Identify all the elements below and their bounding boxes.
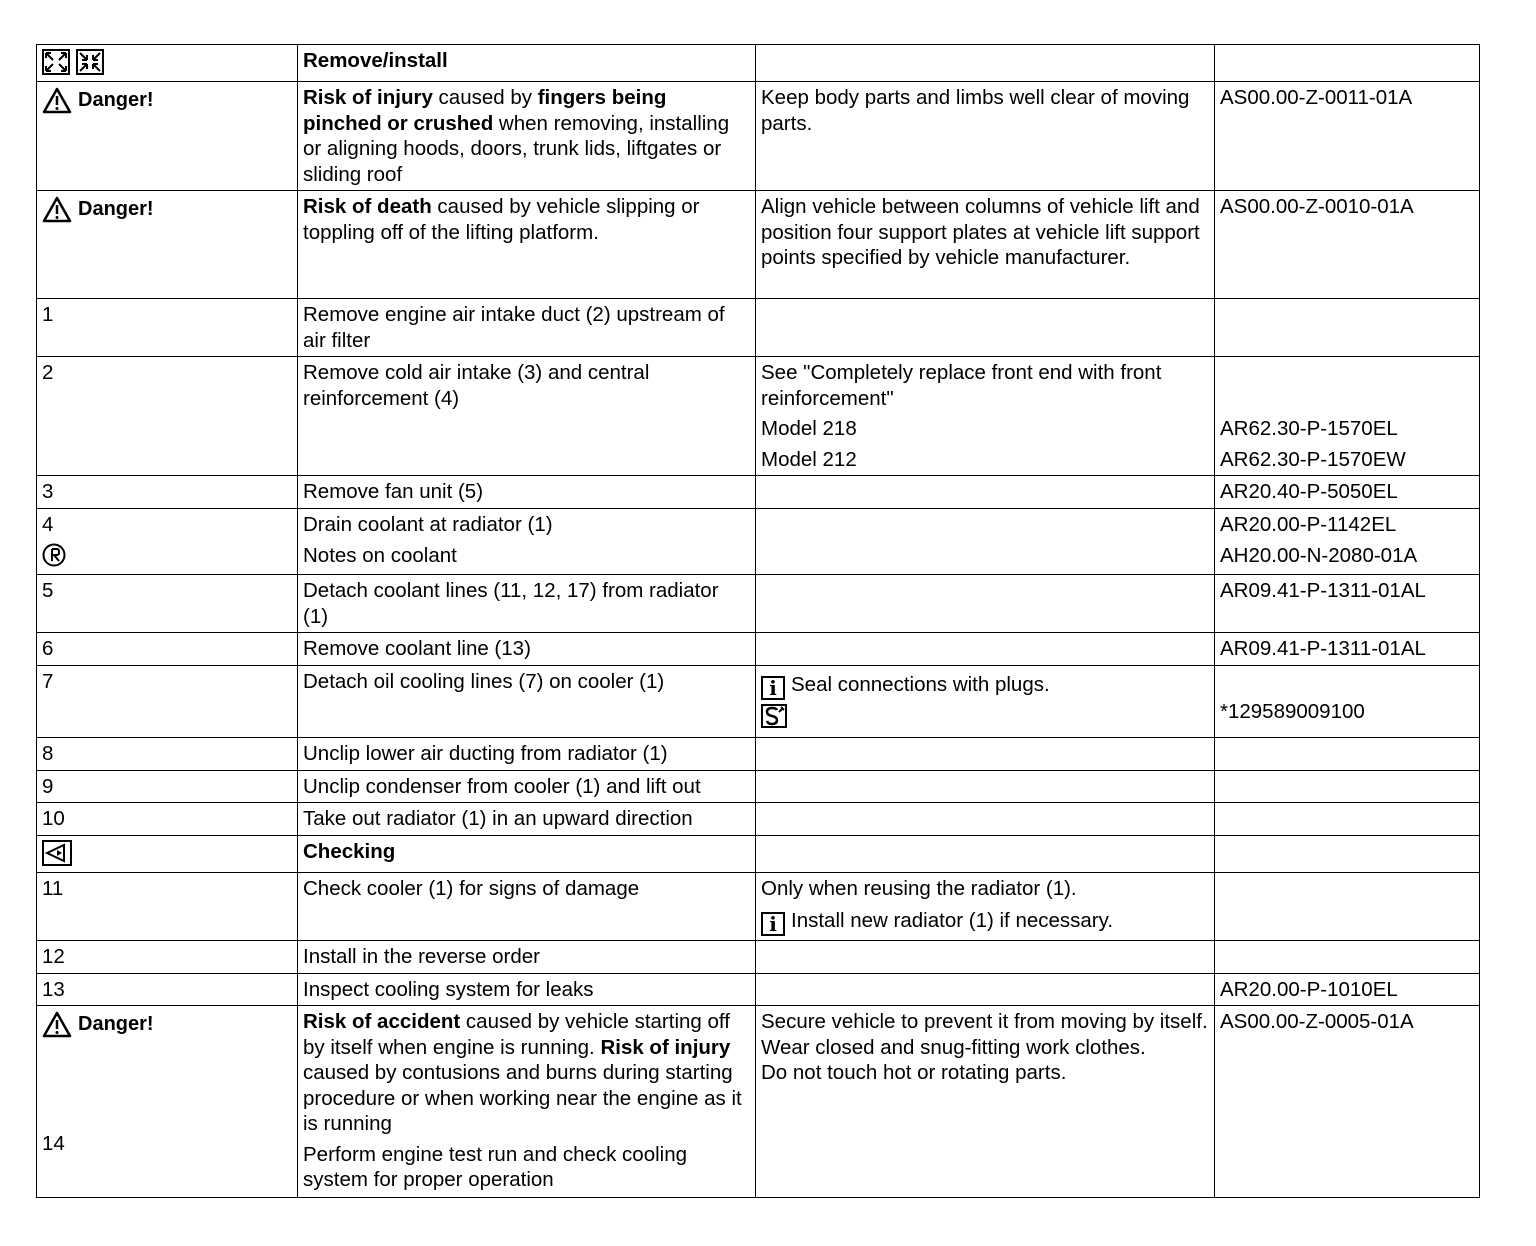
step-description: Perform engine test run and check cooling system for proper operation [303,1142,688,1191]
table-row [37,633,1480,666]
reference: AS00.00-Z-0011-01A [1215,82,1480,191]
header-icons-cell [37,45,298,82]
step-number: 4 [42,513,54,536]
step-number: 12 [37,940,298,973]
reference: AR20.40-P-5050EL [1215,476,1480,509]
section-title: Checking [303,839,396,863]
step-note: See "Completely replace front end with front reinforcement" Model 218 Model 212 [756,357,1215,476]
table-row [37,191,1480,299]
table-row [37,665,1480,737]
step-number: 3 [37,476,298,509]
step-description: Check cooler (1) for signs of damage [298,872,756,940]
step-description: Drain coolant at radiator (1) [303,513,553,536]
reference: AR09.41-P-1311-01AL [1215,633,1480,666]
reference: AR20.00-P-1142EL AH20.00-N-2080-01A [1215,509,1480,575]
table-row [37,737,1480,770]
table-row [37,82,1480,191]
step-description: Detach coolant lines (11, 12, 17) from radiator (1) [298,575,756,633]
step-description: Remove engine air intake duct (2) upstream of air filter [298,299,756,357]
table-row [37,299,1480,357]
step-number: 8 [37,737,298,770]
model-label: Model 212 [761,447,857,471]
step-number: 5 [37,575,298,633]
step-number: 13 [37,973,298,1006]
step-note: Only when reusing the radiator (1). i Install new radiator (1) if necessary. [756,872,1215,940]
info-icon: i [761,676,785,700]
danger-description: Risk of injury caused by fingers being pinched or crushed when removing, installing or aligning hoods, doors, trunk lids, liftgates or sliding roof [298,82,756,191]
table-row [37,770,1480,803]
table-row [37,45,1480,82]
reference: AR09.41-P-1311-01AL [1215,575,1480,633]
step-number: 1 [37,299,298,357]
danger-description: Risk of accident caused by vehicle starting off by itself when engine is running. Risk of injury caused by contusions and burns during starting procedure or when working near the engine as it is running [303,1010,742,1135]
step-number: 9 [37,770,298,803]
step-number: 7 [37,665,298,737]
step-description: Install in the reverse order [298,940,756,973]
remove-icon [42,49,70,75]
danger-note: Align vehicle between columns of vehicle lift and position four support plates at vehicle lift support points specified by vehicle manufacturer. [756,191,1215,299]
table-row [37,803,1480,836]
step-number: 6 [37,633,298,666]
step-number: 10 [37,803,298,836]
step-number: 11 [37,872,298,940]
danger-label: Danger! [42,87,291,114]
table-row [37,509,1480,575]
reference: AR62.30-P-1570EL AR62.30-P-1570EW [1215,357,1480,476]
step-description: Unclip lower air ducting from radiator (1) [298,737,756,770]
step-description: Detach oil cooling lines (7) on cooler (1) [298,665,756,737]
procedure-table [36,44,1480,1198]
danger-label: Danger! [42,196,291,223]
warning-icon [42,87,72,114]
warning-icon [42,196,72,223]
danger-note: Secure vehicle to prevent it from moving by itself. Wear closed and snug-fitting work clothes. Do not touch hot or rotating parts. [756,1006,1215,1198]
checking-icon [42,840,72,866]
reference: AS00.00-Z-0005-01A [1215,1006,1480,1198]
danger-label: Danger! [42,1011,291,1038]
warning-icon [42,1011,72,1038]
step-description: Remove coolant line (13) [298,633,756,666]
reference: AS00.00-Z-0010-01A [1215,191,1480,299]
danger-description: Risk of death caused by vehicle slipping or toppling off of the lifting platform. [298,191,756,299]
reference: AR20.00-P-1010EL [1215,973,1480,1006]
table-row [37,357,1480,476]
step-number: 2 [37,357,298,476]
table-row [37,835,1480,872]
step-note-description: Notes on coolant [303,543,457,567]
step-number: 14 [42,1132,65,1155]
step-description: Take out radiator (1) in an upward direction [298,803,756,836]
install-icon [76,49,104,75]
step-description: Remove fan unit (5) [298,476,756,509]
step-note: i Seal connections with plugs. [756,665,1215,737]
table-row [37,973,1480,1006]
table-row [37,476,1480,509]
special-tool-icon [761,704,787,728]
section-title: Remove/install [303,49,448,72]
info-icon: i [761,912,785,936]
step-description: Unclip condenser from cooler (1) and lift out [298,770,756,803]
reference: *129589009100 [1215,665,1480,737]
table-row [37,575,1480,633]
table-row [37,872,1480,940]
step-description: Inspect cooling system for leaks [298,973,756,1006]
table-row [37,1006,1480,1198]
danger-note: Keep body parts and limbs well clear of moving parts. [756,82,1215,191]
step-description: Remove cold air intake (3) and central reinforcement (4) [298,357,756,476]
note-icon [42,543,66,567]
model-label: Model 218 [761,417,857,440]
table-row [37,940,1480,973]
